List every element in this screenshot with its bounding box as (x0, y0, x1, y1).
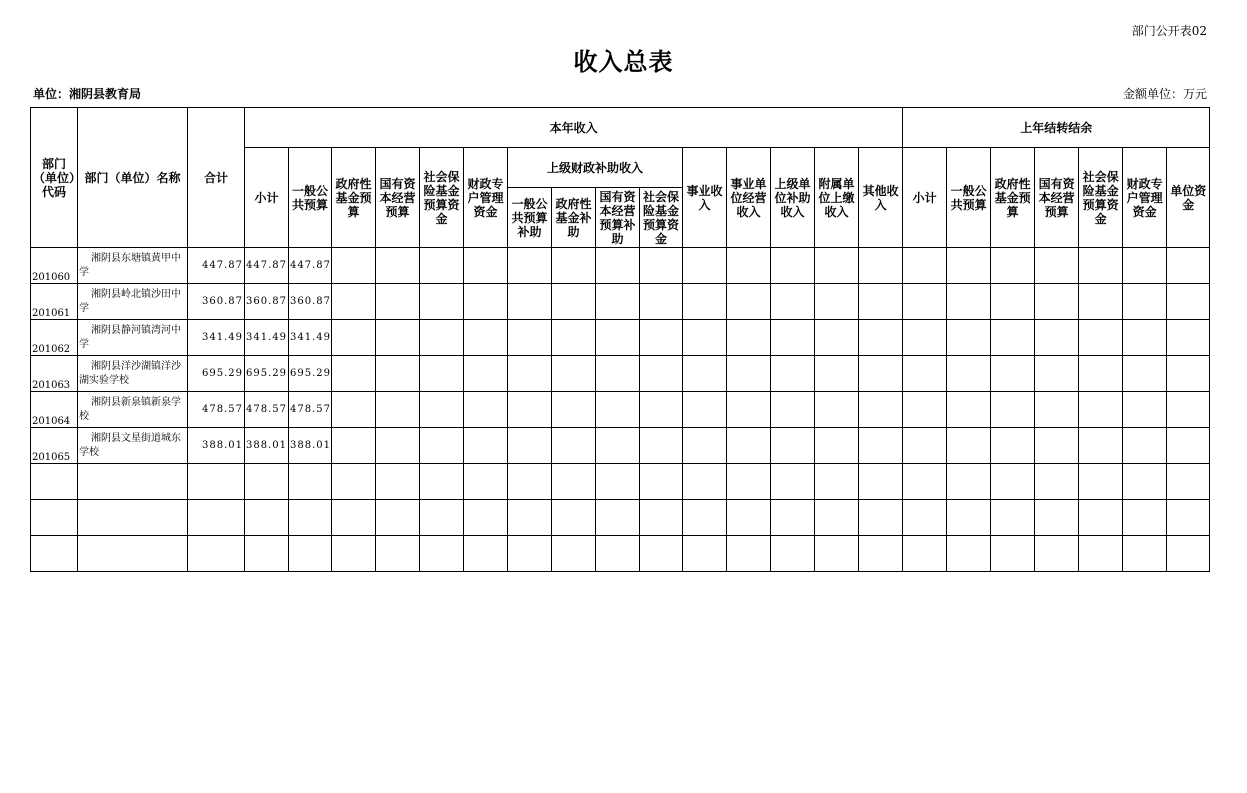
table-cell (1035, 392, 1079, 428)
table-cell (947, 392, 991, 428)
table-row (31, 500, 1210, 536)
cell-general-budget: 388.01 (289, 428, 332, 464)
table-cell (1167, 320, 1210, 356)
table-cell (640, 500, 683, 536)
table-cell (376, 320, 420, 356)
header-dept-code: 部门（单位）代码 (31, 108, 78, 248)
table-cell (508, 536, 552, 572)
table-cell (508, 428, 552, 464)
table-cell (376, 500, 420, 536)
form-number: 部门公开表02 (1131, 24, 1207, 38)
table-cell (683, 428, 727, 464)
table-cell (376, 284, 420, 320)
table-cell (596, 500, 640, 536)
table-cell (859, 464, 903, 500)
table-cell (1079, 428, 1123, 464)
table-cell (683, 464, 727, 500)
header-subtotal: 小计 (245, 148, 289, 248)
cell-general-budget: 478.57 (289, 392, 332, 428)
header-social-insurance: 社会保险基金预算资金 (420, 148, 464, 248)
cell-total: 360.87 (188, 284, 245, 320)
table-cell (815, 536, 859, 572)
table-cell (1123, 356, 1167, 392)
cell-total: 695.29 (188, 356, 245, 392)
cell-subtotal (245, 464, 289, 500)
table-cell (420, 356, 464, 392)
table-body (31, 248, 1210, 572)
header-prior-gov-fund: 政府性基金预算 (991, 148, 1035, 248)
table-cell (727, 464, 771, 500)
table-cell (903, 392, 947, 428)
table-cell (1079, 500, 1123, 536)
table-row (31, 356, 1210, 392)
table-cell (508, 500, 552, 536)
table-cell (1167, 428, 1210, 464)
cell-dept-name (78, 464, 188, 500)
table-cell (464, 428, 508, 464)
table-cell (1167, 500, 1210, 536)
table-cell (1035, 248, 1079, 284)
table-cell (815, 320, 859, 356)
cell-subtotal: 341.49 (245, 320, 289, 356)
table-cell (771, 392, 815, 428)
table-cell (464, 464, 508, 500)
table-cell (596, 428, 640, 464)
table-cell (332, 248, 376, 284)
table-cell (683, 284, 727, 320)
table-cell (815, 356, 859, 392)
income-summary-table (30, 107, 1210, 572)
header-operating-income: 事业单位经营收入 (727, 148, 771, 248)
table-cell (859, 320, 903, 356)
table-row (31, 392, 1210, 428)
table-cell (420, 284, 464, 320)
table-cell (376, 428, 420, 464)
cell-dept-code (31, 536, 78, 572)
amount-unit: 金额单位：万元 (1122, 87, 1207, 101)
table-cell (1079, 356, 1123, 392)
table-cell (859, 392, 903, 428)
cell-dept-name: 湘阴县新泉镇新泉学校 (78, 392, 188, 428)
cell-subtotal: 388.01 (245, 428, 289, 464)
table-cell (332, 536, 376, 572)
table-cell (1079, 536, 1123, 572)
table-cell (464, 500, 508, 536)
header-prior-state-capital: 国有资本经营预算 (1035, 148, 1079, 248)
table-cell (727, 320, 771, 356)
cell-total: 478.57 (188, 392, 245, 428)
table-cell (903, 500, 947, 536)
cell-general-budget (289, 536, 332, 572)
table-row (31, 284, 1210, 320)
table-cell (552, 464, 596, 500)
table-cell (771, 464, 815, 500)
table-cell (596, 248, 640, 284)
table-cell (1079, 464, 1123, 500)
header-state-capital: 国有资本经营预算 (376, 148, 420, 248)
table-cell (991, 248, 1035, 284)
table-cell (420, 536, 464, 572)
table-cell (727, 356, 771, 392)
table-cell (552, 392, 596, 428)
table-cell (1167, 356, 1210, 392)
table-cell (508, 356, 552, 392)
header-upper-subsidy: 上级财政补助收入 (508, 148, 683, 188)
table-cell (596, 536, 640, 572)
table-cell (771, 500, 815, 536)
table-cell (464, 356, 508, 392)
cell-dept-name: 湘阴县岭北镇沙田中学 (78, 284, 188, 320)
table-cell (1167, 464, 1210, 500)
table-cell (420, 248, 464, 284)
header-upper-social: 社会保险基金预算资金 (640, 188, 683, 248)
table-cell (727, 248, 771, 284)
table-cell (947, 428, 991, 464)
table-cell (1167, 248, 1210, 284)
table-cell (1035, 284, 1079, 320)
table-cell (991, 392, 1035, 428)
cell-dept-name: 湘阴县东塘镇黄甲中学 (78, 248, 188, 284)
cell-dept-name (78, 500, 188, 536)
cell-dept-name: 湘阴县静河镇湾河中学 (78, 320, 188, 356)
table-cell (552, 500, 596, 536)
table-cell (903, 284, 947, 320)
table-cell (1123, 320, 1167, 356)
unit-label: 单位：湘阴县教育局 (33, 87, 142, 101)
table-cell (859, 428, 903, 464)
cell-subtotal: 447.87 (245, 248, 289, 284)
table-cell (1123, 284, 1167, 320)
cell-dept-name: 湘阴县洋沙湖镇洋沙湖实验学校 (78, 356, 188, 392)
table-cell (332, 356, 376, 392)
cell-subtotal: 360.87 (245, 284, 289, 320)
table-cell (596, 320, 640, 356)
table-cell (508, 320, 552, 356)
table-cell (947, 248, 991, 284)
table-row (31, 464, 1210, 500)
cell-total (188, 464, 245, 500)
header-dept-name: 部门（单位）名称 (78, 108, 188, 248)
table-cell (859, 356, 903, 392)
table-cell (991, 536, 1035, 572)
table-cell (683, 536, 727, 572)
table-cell (332, 392, 376, 428)
cell-general-budget: 360.87 (289, 284, 332, 320)
cell-general-budget (289, 464, 332, 500)
table-cell (1123, 248, 1167, 284)
table-cell (771, 428, 815, 464)
table-cell (1167, 536, 1210, 572)
table-cell (596, 356, 640, 392)
table-row (31, 536, 1210, 572)
table-cell (640, 536, 683, 572)
table-cell (640, 356, 683, 392)
cell-total: 388.01 (188, 428, 245, 464)
table-cell (771, 356, 815, 392)
page-title: 收入总表 (573, 48, 674, 76)
table-cell (683, 320, 727, 356)
table-cell (1167, 392, 1210, 428)
cell-total: 447.87 (188, 248, 245, 284)
table-cell (815, 392, 859, 428)
table-row (31, 320, 1210, 356)
table-cell (991, 284, 1035, 320)
cell-dept-name: 湘阴县文星街道城东学校 (78, 428, 188, 464)
table-row (31, 248, 1210, 284)
table-cell (1123, 428, 1167, 464)
cell-total (188, 500, 245, 536)
table-cell (727, 284, 771, 320)
cell-general-budget: 341.49 (289, 320, 332, 356)
cell-general-budget (289, 500, 332, 536)
table-cell (508, 392, 552, 428)
table-cell (640, 248, 683, 284)
table-cell (815, 464, 859, 500)
cell-dept-code: 201062 (31, 320, 78, 356)
table-cell (1035, 500, 1079, 536)
table-cell (376, 356, 420, 392)
table-cell (683, 356, 727, 392)
table-cell (903, 248, 947, 284)
header-gov-fund: 政府性基金预算 (332, 148, 376, 248)
header-prior-general: 一般公共预算 (947, 148, 991, 248)
header-current-year: 本年收入 (245, 108, 903, 148)
table-cell (991, 356, 1035, 392)
header-upper-unit-subsidy: 上级单位补助收入 (771, 148, 815, 248)
header-prior-social: 社会保险基金预算资金 (1079, 148, 1123, 248)
header-fiscal-special: 财政专户管理资金 (464, 148, 508, 248)
table-cell (552, 248, 596, 284)
header-upper-general: 一般公共预算补助 (508, 188, 552, 248)
table-cell (464, 248, 508, 284)
cell-dept-code: 201065 (31, 428, 78, 464)
cell-dept-code (31, 464, 78, 500)
table-cell (1079, 248, 1123, 284)
cell-total (188, 536, 245, 572)
table-cell (815, 248, 859, 284)
table-cell (903, 356, 947, 392)
table-cell (683, 392, 727, 428)
table-cell (859, 284, 903, 320)
table-cell (727, 392, 771, 428)
table-cell (332, 284, 376, 320)
cell-dept-code: 201064 (31, 392, 78, 428)
header-upper-state-capital: 国有资本经营预算补助 (596, 188, 640, 248)
table-cell (859, 248, 903, 284)
table-cell (508, 248, 552, 284)
table-cell (947, 536, 991, 572)
table-cell (1123, 500, 1167, 536)
table-cell (596, 284, 640, 320)
cell-general-budget: 447.87 (289, 248, 332, 284)
table-cell (1035, 428, 1079, 464)
table-cell (903, 464, 947, 500)
table-cell (947, 500, 991, 536)
table-cell (420, 464, 464, 500)
table-cell (859, 500, 903, 536)
table-cell (727, 536, 771, 572)
table-cell (947, 464, 991, 500)
cell-subtotal: 478.57 (245, 392, 289, 428)
table-cell (376, 536, 420, 572)
table-cell (1123, 536, 1167, 572)
header-prior-fiscal-special: 财政专户管理资金 (1123, 148, 1167, 248)
table-cell (815, 428, 859, 464)
cell-subtotal: 695.29 (245, 356, 289, 392)
header-other-income: 其他收入 (859, 148, 903, 248)
cell-dept-code: 201060 (31, 248, 78, 284)
header-prior-unit-fund: 单位资金 (1167, 148, 1210, 248)
table-cell (1123, 392, 1167, 428)
table-cell (991, 464, 1035, 500)
table-cell (991, 428, 1035, 464)
header-prior-subtotal: 小计 (903, 148, 947, 248)
cell-subtotal (245, 536, 289, 572)
table-cell (771, 284, 815, 320)
header-business-income: 事业收入 (683, 148, 727, 248)
table-cell (771, 248, 815, 284)
cell-general-budget: 695.29 (289, 356, 332, 392)
table-cell (1035, 464, 1079, 500)
table-cell (552, 428, 596, 464)
table-cell (903, 428, 947, 464)
table-cell (332, 464, 376, 500)
table-cell (1035, 536, 1079, 572)
table-cell (552, 284, 596, 320)
table-cell (903, 320, 947, 356)
table-cell (727, 500, 771, 536)
cell-dept-code: 201063 (31, 356, 78, 392)
table-cell (464, 536, 508, 572)
header-total: 合计 (188, 108, 245, 248)
table-cell (508, 464, 552, 500)
table-cell (727, 428, 771, 464)
table-cell (552, 320, 596, 356)
table-cell (903, 536, 947, 572)
table-cell (420, 500, 464, 536)
table-cell (815, 500, 859, 536)
table-cell (552, 536, 596, 572)
header-affiliated-income: 附属单位上缴收入 (815, 148, 859, 248)
table-cell (815, 284, 859, 320)
table-cell (508, 284, 552, 320)
table-cell (947, 320, 991, 356)
header-general-budget: 一般公共预算 (289, 148, 332, 248)
table-cell (596, 392, 640, 428)
table-cell (859, 536, 903, 572)
table-cell (464, 320, 508, 356)
cell-dept-code (31, 500, 78, 536)
table-cell (1079, 392, 1123, 428)
table-cell (332, 428, 376, 464)
table-cell (640, 320, 683, 356)
table-cell (376, 464, 420, 500)
table-cell (464, 392, 508, 428)
header-upper-gov-fund: 政府性基金补助 (552, 188, 596, 248)
table-cell (332, 320, 376, 356)
table-cell (420, 320, 464, 356)
cell-dept-code: 201061 (31, 284, 78, 320)
table-cell (596, 464, 640, 500)
table-cell (683, 248, 727, 284)
table-cell (552, 356, 596, 392)
table-cell (1167, 284, 1210, 320)
table-cell (771, 320, 815, 356)
table-cell (376, 392, 420, 428)
table-cell (420, 392, 464, 428)
table-cell (1079, 320, 1123, 356)
table-cell (640, 392, 683, 428)
table-cell (1035, 356, 1079, 392)
cell-total: 341.49 (188, 320, 245, 356)
table-cell (332, 500, 376, 536)
table-cell (947, 356, 991, 392)
table-cell (771, 536, 815, 572)
table-cell (991, 320, 1035, 356)
cell-subtotal (245, 500, 289, 536)
table-cell (683, 500, 727, 536)
cell-dept-name (78, 536, 188, 572)
table-cell (1079, 284, 1123, 320)
table-cell (464, 284, 508, 320)
table-cell (991, 500, 1035, 536)
table-cell (947, 284, 991, 320)
table-cell (1035, 320, 1079, 356)
table-cell (640, 464, 683, 500)
table-cell (1123, 464, 1167, 500)
table-cell (376, 248, 420, 284)
table-row (31, 428, 1210, 464)
header-prior-year: 上年结转结余 (903, 108, 1210, 148)
table-cell (420, 428, 464, 464)
table-cell (640, 428, 683, 464)
table-cell (640, 284, 683, 320)
